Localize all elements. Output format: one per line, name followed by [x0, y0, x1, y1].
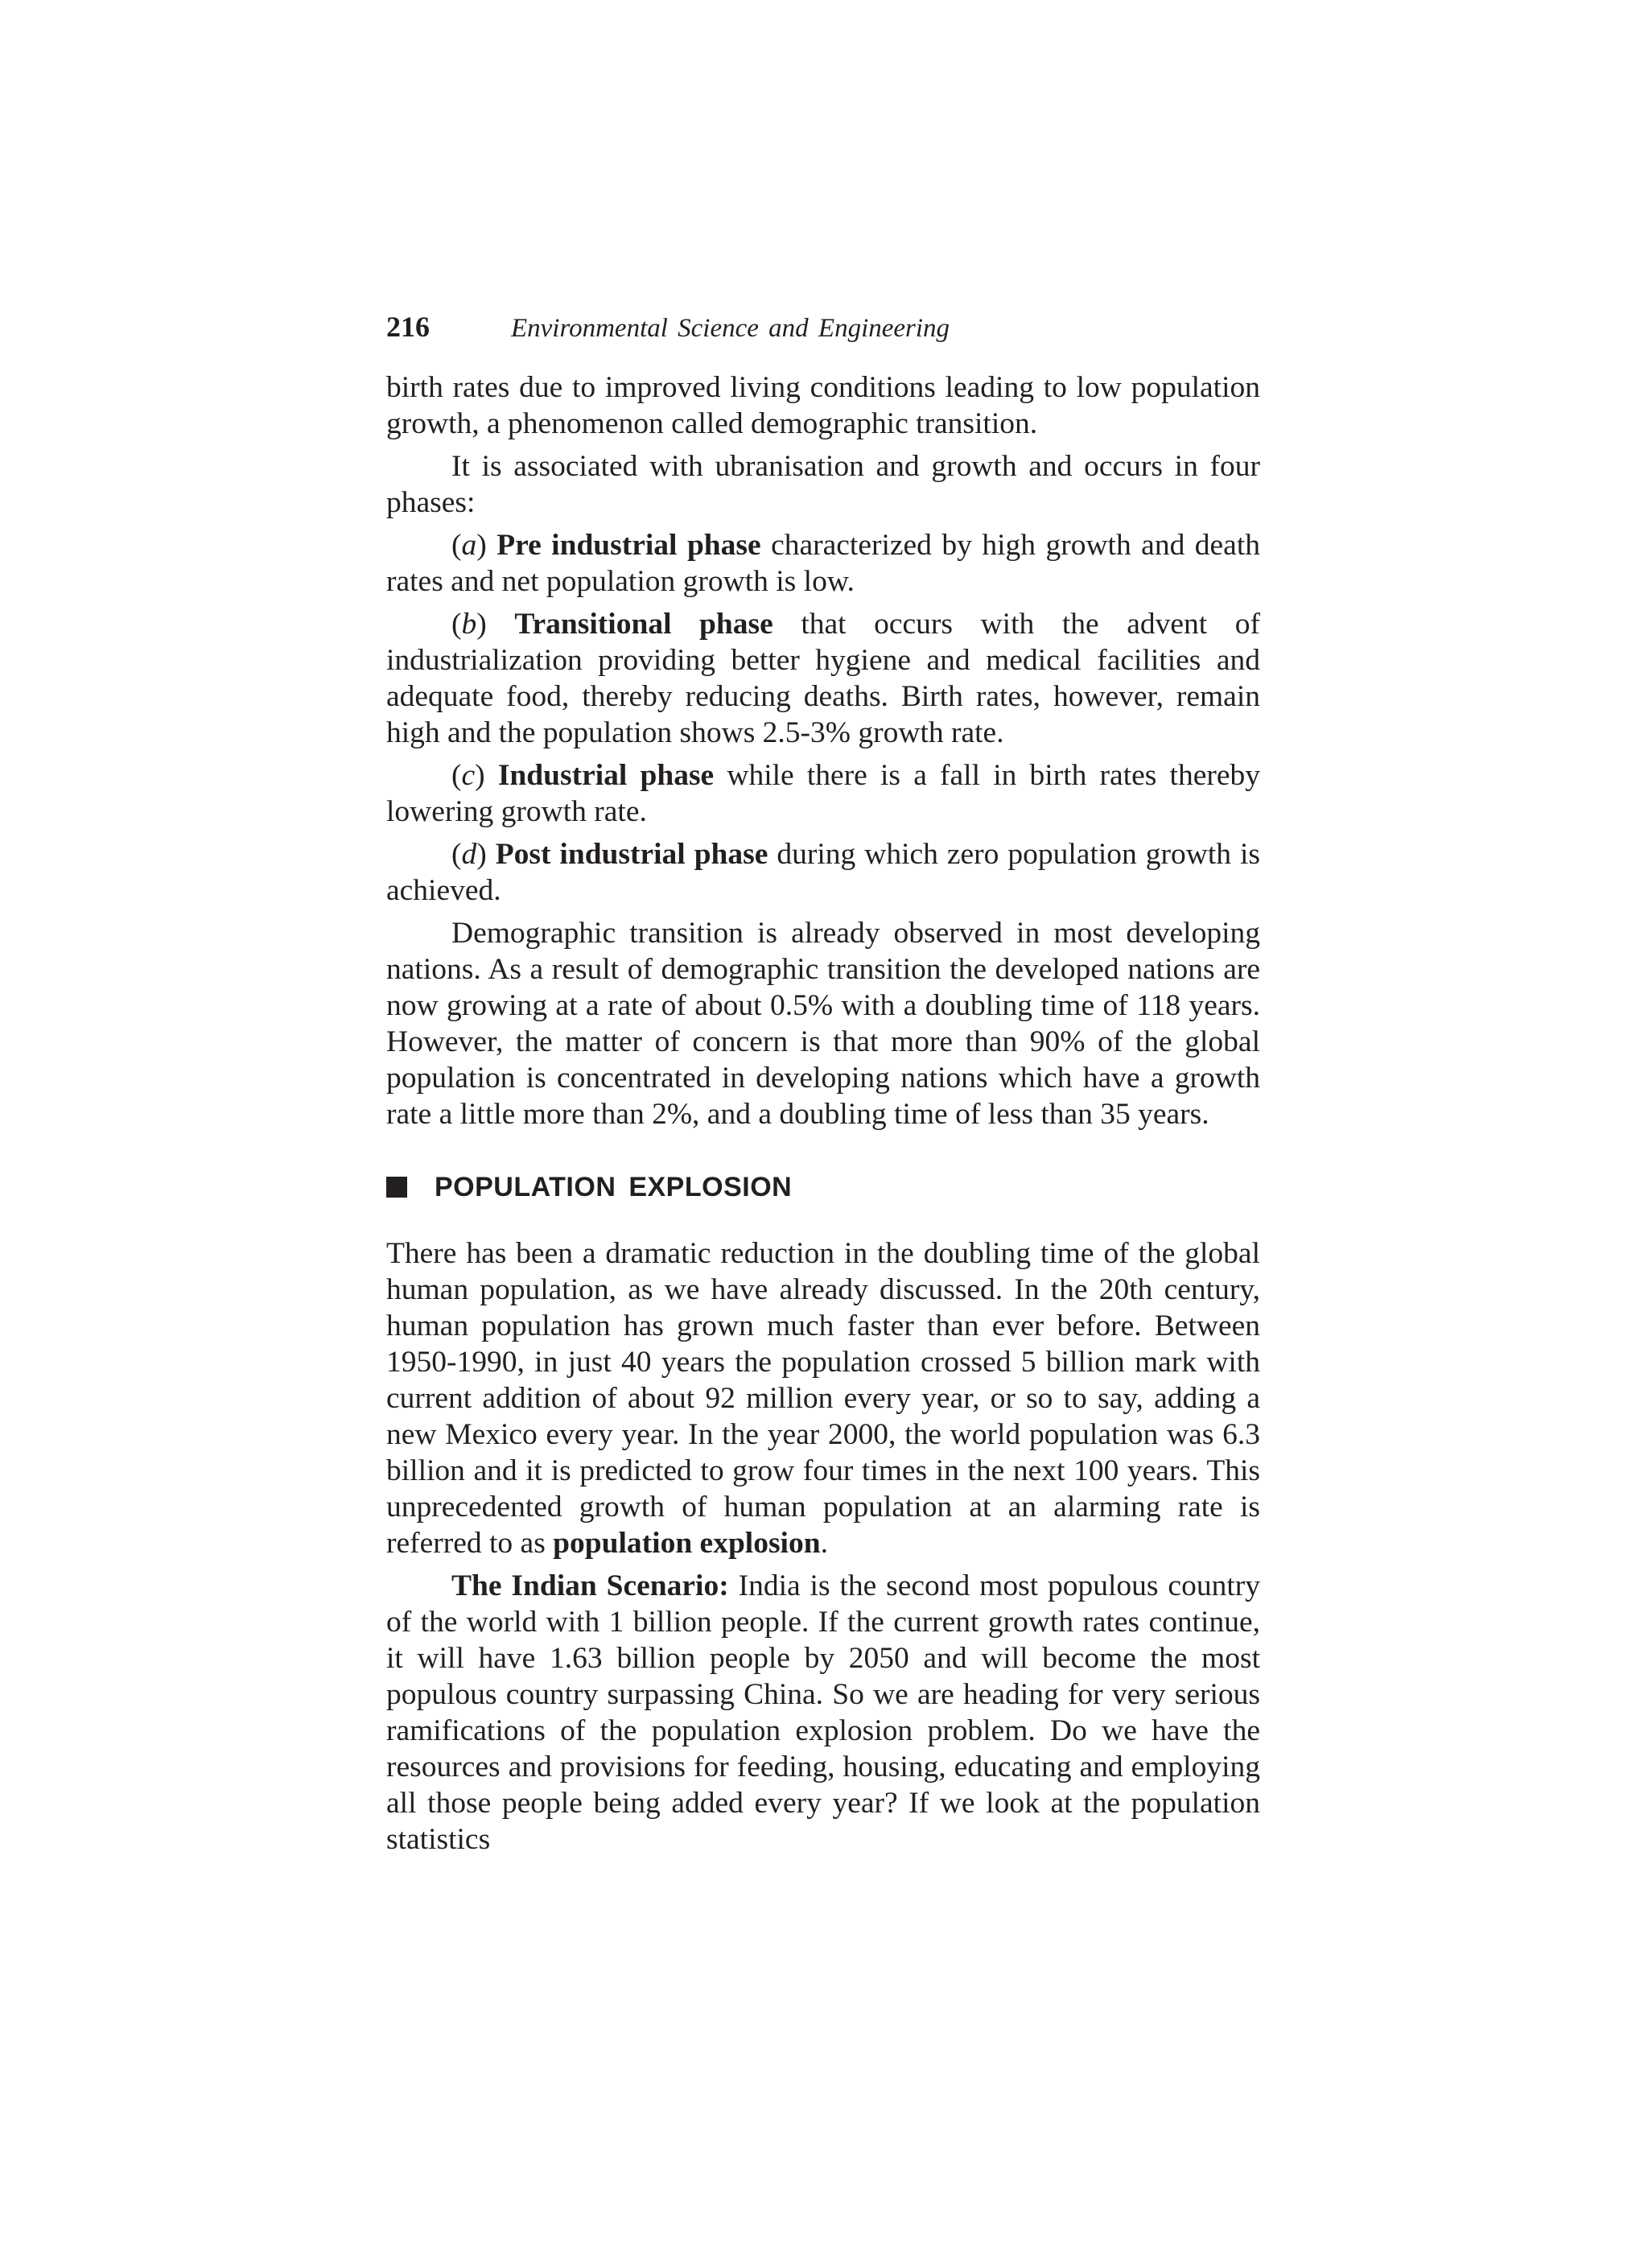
- paragraph-text: There has been a dramatic reduction in the doubling time of the global human population, as we have already discussed. In the 20th century, human population has grown much faster than ever before. Between 1950-1990, in just 40 years the population crossed 5 billion mark with current addition of about 92 million every year, or so to say, adding a new Mexico every year. In the year 2000, the world population was 6.3 billion and it is predicted to grow four times in the next 100 years. This unprecedented growth of human population at an alarming rate is referred to as: [386, 1237, 1260, 1560]
- phase-item: (d) Post industrial phase during which zero population growth is achieved.: [386, 838, 1260, 907]
- running-head: [386, 310, 1260, 358]
- section-heading-text: POPULATION EXPLOSION: [435, 1171, 793, 1202]
- phase-item: (a) Pre industrial phase characterized by high growth and death rates and net population growth is low.: [386, 529, 1260, 598]
- paragraph-lead: The Indian Scenario:: [451, 1569, 729, 1602]
- phase-marker: d: [461, 838, 477, 871]
- phase-text: characterized by high growth and death rates and net population growth is low.: [386, 529, 1260, 598]
- key-term: population explosion: [553, 1527, 821, 1560]
- demographic-transition-paragraph: Demographic transition is already observed in most developing nations. As a result of demographic transition the developed nations are now growing at a rate of about 0.5% with a doubling time of 118 years. However, the matter of concern is that more than 90% of the global population is concentrated in developing nations which have a growth rate a little more than 2%, and a doubling time of less than 35 years.: [386, 917, 1260, 1131]
- phase-title: Post industrial phase: [495, 838, 768, 871]
- intro-paragraph-continued: birth rates due to improved living conditions leading to low population growth, a phenomenon called demographic transition.: [386, 371, 1260, 440]
- phase-item: (b) Transitional phase that occurs with the advent of industrialization providing better hygiene and medical facilities and adequate food, thereby reducing deaths. Birth rates, however, remain high and the population shows 2.5-3% growth rate.: [386, 608, 1260, 749]
- phase-item: (c) Industrial phase while there is a fall in birth rates thereby lowering growth rate.: [386, 759, 1260, 828]
- book-title: Environmental Science and Engineering: [511, 314, 950, 343]
- phase-marker: b: [461, 608, 477, 641]
- phase-text: while there is a fall in birth rates thereby lowering growth rate.: [386, 759, 1260, 828]
- book-page: [386, 310, 1260, 1864]
- phase-text: during which zero population growth is achieved.: [386, 838, 1260, 907]
- phase-title: Industrial phase: [497, 759, 715, 792]
- population-explosion-paragraph: [386, 1235, 1260, 1561]
- phase-marker: a: [461, 529, 477, 562]
- page-number: 216: [386, 311, 430, 343]
- phase-title: Transitional phase: [514, 608, 773, 641]
- phase-text: that occurs with the advent of industrialization providing better hygiene and medical facilities and adequate food, thereby reducing deaths. Birth rates, however, remain high and the population shows 2.5-3% growth rate.: [386, 608, 1260, 749]
- paragraph-text: India is the second most populous country of the world with 1 billion people. If the current growth rates continue, it will have 1.63 billion people by 2050 and will become the most populous country surpassing China. So we are heading for very serious ramifications of the population explosion problem. Do we have the resources and provisions for feeding, housing, educating and employing all those people being added every year? If we look at the population statistics: [386, 1569, 1260, 1856]
- intro-paragraph-phases: It is associated with ubranisation and growth and occurs in four phases:: [386, 450, 1260, 519]
- indian-scenario-paragraph: [386, 1568, 1260, 1858]
- paragraph-end: .: [820, 1527, 828, 1560]
- phase-title: Pre industrial phase: [496, 529, 761, 562]
- phase-marker: c: [461, 759, 476, 792]
- square-bullet-icon: [386, 1177, 407, 1198]
- section-heading: [386, 1171, 1260, 1203]
